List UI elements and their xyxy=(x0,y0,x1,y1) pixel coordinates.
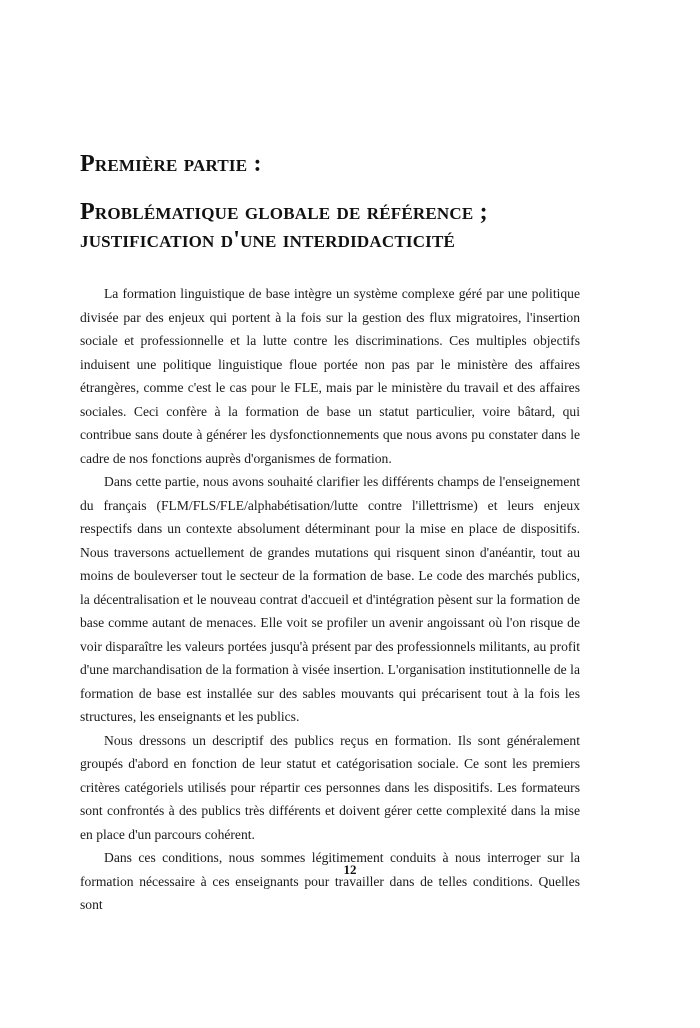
page-number: 12 xyxy=(343,862,357,877)
paragraph: Dans ces conditions, nous sommes légitimement conduits à nous interroger sur la formation nécessaire à ces enseignants pour travailler dans de telles conditions. Quelles sont xyxy=(80,850,580,912)
paragraph: Nous dressons un descriptif des publics reçus en formation. Ils sont généralement groupés d'abord en fonction de leur statut et catégorisation sociale. Ce sont les premiers critères catégoriels utilisés pour répartir ces personnes dans les dispositifs. Les formateurs sont confrontés à des publics très différents et doivent gérer cette complexité dans la mise en place d'un parcours cohérent. xyxy=(80,732,580,842)
part-heading: Première partie : xyxy=(80,151,262,177)
section-title xyxy=(80,198,580,254)
body-text xyxy=(80,282,580,917)
section-title-line-2: justification d'une interdidacticité xyxy=(80,227,456,253)
paragraph: Dans cette partie, nous avons souhaité clarifier les différents champs de l'enseignement du français (FLM/FLS/FLE/alphabétisation/lutte contre l'illettrisme) et leurs enjeux respectifs dans un contexte absolument déterminant pour la mise en place de dispositifs. Nous traversons actuellement de grandes mutations qui risquent sinon d'anéantir, tout au moins de bouleverser tout le secteur de la formation de base. Le code des marchés publics, la décentralisation et le nouveau contrat d'accueil et d'intégration pèsent sur la formation de base comme autant de menaces. Elle voit se profiler un avenir angoissant où l'on risque de voir disparaître les valeurs portées jusqu'à présent par des professionnels militants, au profit d'une marchandisation de la formation à visée insertion. L'organisation institutionnelle de la formation de base est installée sur des sables mouvants qui précarisent tout à la fois les structures, les enseignants et les publics. xyxy=(80,474,580,724)
document-page xyxy=(80,150,580,917)
paragraph: La formation linguistique de base intègre un système complexe géré par une politique divisée par des enjeux qui portent à la fois sur la gestion des flux migratoires, l'insertion sociale et professionnelle et la lutte contre les discriminations. Ces multiples objectifs induisent une politique linguistique floue portée non pas par le ministère des affaires étrangères, comme c'est le cas pour le FLE, mais par le ministère du travail et des affaires sociales. Ceci confère à la formation de base un statut particulier, voire bâtard, qui contribue sans doute à générer les dysfonctionnements que nous avons pu constater dans le cadre de nos fonctions auprès d'organismes de formation. xyxy=(80,286,580,466)
section-title-line-1: Problématique globale de référence ; xyxy=(80,199,488,225)
